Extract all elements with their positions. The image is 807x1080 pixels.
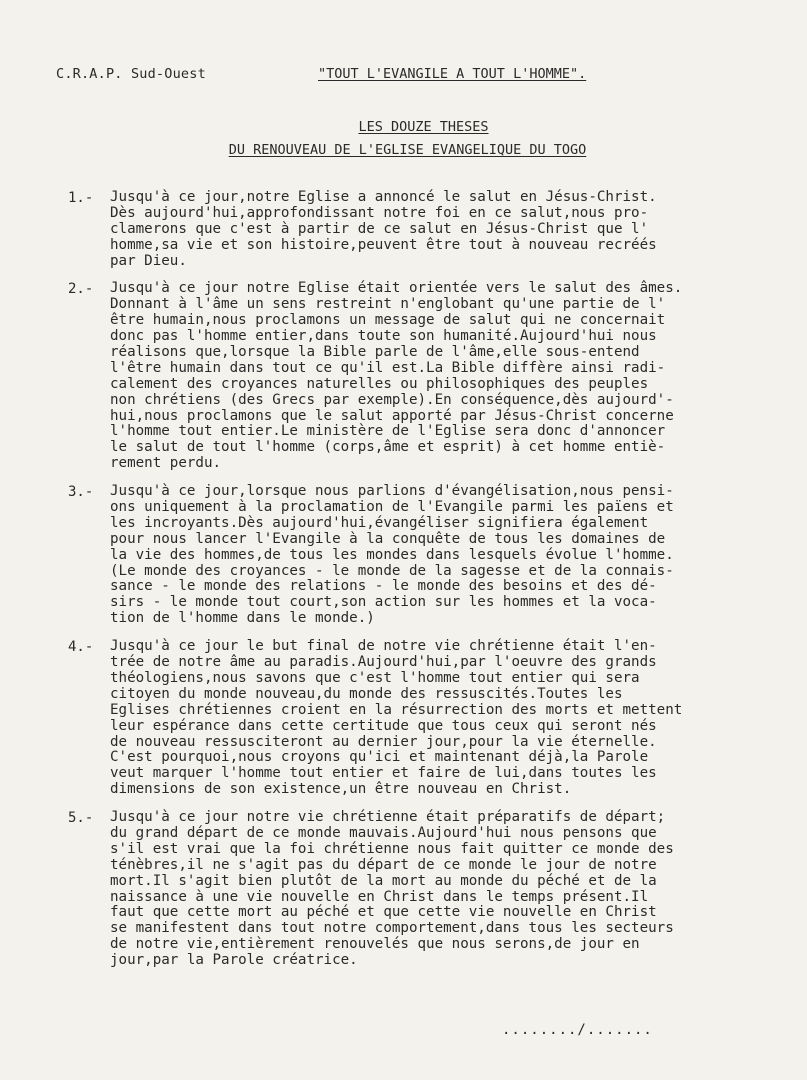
thesis-item	[68, 281, 788, 472]
thesis-text-line: sance - le monde des relations - le monde des besoins et des dé-	[110, 578, 657, 595]
document-subtitle: DU RENOUVEAU DE L'EGLISE EVANGELIQUE DU TOGO	[228, 142, 587, 158]
thesis-number: 1.-	[68, 190, 94, 206]
thesis-text-line: non chrétiens (des Grecs par exemple).En conséquence,dès aujourd'-	[110, 391, 674, 408]
thesis-text-line: donc pas l'homme entier,dans toute son humanité.Aujourd'hui nous	[110, 328, 657, 345]
thesis-text-line: hui,nous proclamons que le salut apporté par Jésus-Christ concerne	[110, 407, 674, 424]
thesis-item	[68, 639, 788, 798]
thesis-text-line: les incroyants.Dès aujourd'hui,évangéliser signifiera également	[110, 514, 649, 531]
thesis-text-line: Dès aujourd'hui,approfondissant notre foi en ce salut,nous pro-	[110, 204, 649, 221]
thesis-text-line: dimensions de son existence,un être nouveau en Christ.	[110, 781, 572, 798]
thesis-text-line: mort.Il s'agit bien plutôt de la mort au monde du péché et de la	[110, 872, 657, 889]
thesis-text-line: citoyen du monde nouveau,du monde des ressuscités.Toutes les	[110, 685, 623, 702]
thesis-number: 5.-	[68, 810, 94, 827]
thesis-text-line: la vie des hommes,de tous les mondes dans lesquels évolue l'homme.	[110, 546, 674, 563]
thesis-text-line: l'être humain dans tout ce qu'il est.La Bible diffère ainsi radi-	[110, 359, 666, 376]
thesis-text-line: Jusqu'à ce jour,lorsque nous parlions d'évangélisation,nous pensi-	[110, 483, 674, 500]
thesis-text-line: l'homme tout entier.Le ministère de l'Eglise sera donc d'annoncer	[110, 423, 666, 440]
thesis-text-line: Eglises chrétiennes croient en la résurrection des morts et mettent	[110, 701, 683, 718]
thesis-text-line: clamerons que c'est à partir de ce salut en Jésus-Christ que l'	[110, 220, 649, 237]
thesis-text-line: pour nous lancer l'Evangile à la conquête de tous les domaines de	[110, 530, 666, 547]
thesis-text-line: se manifestent dans tout notre comportement,dans tous les secteurs	[110, 920, 674, 937]
thesis-text-line: réalisons que,lorsque la Bible parle de l'âme,elle sous-entend	[110, 344, 640, 361]
thesis-number: 4.-	[68, 639, 94, 656]
thesis-text-line: Jusqu'à ce jour notre vie chrétienne était préparatifs de départ;	[110, 809, 666, 826]
thesis-text-line: du grand départ de ce monde mauvais.Aujourd'hui nous pensons que	[110, 824, 657, 841]
thesis-text-line: Jusqu'à ce jour le but final de notre vie chrétienne était l'en-	[110, 638, 657, 655]
thesis-text-line: C'est pourquoi,nous croyons qu'ici et maintenant déjà,la Parole	[110, 749, 649, 766]
thesis-text-line: de notre vie,entièrement renouvelés que nous serons,de jour en	[110, 936, 640, 953]
thesis-text-line: leur espérance dans cette certitude que tous ceux qui seront nés	[110, 717, 657, 734]
thesis-text-line: de nouveau ressusciteront au dernier jour,pour la vie éternelle.	[110, 733, 657, 750]
thesis-text-line: Donnant à l'âme un sens restreint n'englobant qu'une partie de l'	[110, 296, 666, 313]
slogan-header: "TOUT L'EVANGILE A TOUT L'HOMME".	[318, 66, 587, 82]
thesis-text-line: s'il est vrai que la foi chrétienne nous fait quitter ce monde des	[110, 840, 674, 857]
thesis-text-line: le salut de tout l'homme (corps,âme et esprit) à cet homme entiè-	[110, 439, 666, 456]
thesis-number: 2.-	[68, 281, 94, 298]
thesis-text-line: ténèbres,il ne s'agit pas du départ de ce monde le jour de notre	[110, 856, 657, 873]
thesis-item	[68, 484, 788, 627]
thesis-text-line: tion de l'homme dans le monde.)	[110, 610, 375, 627]
thesis-text-line: être humain,nous proclamons un message de salut qui ne concernait	[110, 312, 666, 329]
thesis-text-line: faut que cette mort au péché et que cette vie nouvelle en Christ	[110, 904, 657, 921]
thesis-item	[68, 190, 788, 269]
thesis-text-line: Jusqu'à ce jour notre Eglise était orientée vers le salut des âmes.	[110, 280, 683, 297]
theses-list	[68, 190, 788, 981]
thesis-text-line: homme,sa vie et son histoire,peuvent être tout à nouveau recréés	[110, 236, 657, 253]
thesis-text-line: par Dieu.	[110, 252, 187, 269]
thesis-text-line: (Le monde des croyances - le monde de la sagesse et de la connais-	[110, 562, 674, 579]
thesis-text-line: calement des croyances naturelles ou philosophiques des peuples	[110, 375, 649, 392]
page-continuation: ......../.......	[502, 1022, 653, 1038]
organization-header: C.R.A.P. Sud-Ouest	[56, 66, 206, 82]
thesis-text-line: trée de notre âme au paradis.Aujourd'hui,par l'oeuvre des grands	[110, 654, 657, 671]
thesis-text-line: rement perdu.	[110, 455, 222, 472]
thesis-number: 3.-	[68, 484, 94, 501]
thesis-text-line: ons uniquement à la proclamation de l'Evangile parmi les païens et	[110, 499, 674, 516]
thesis-text-line: naissance à une vie nouvelle en Christ dans le temps présent.Il	[110, 888, 649, 905]
thesis-text-line: Jusqu'à ce jour,notre Eglise a annoncé le salut en Jésus-Christ.	[110, 189, 657, 205]
thesis-item	[68, 810, 788, 969]
thesis-text-line: jour,par la Parole créatrice.	[110, 952, 358, 969]
thesis-text-line: veut marquer l'homme tout entier et faire de lui,dans toutes les	[110, 765, 657, 782]
thesis-text-line: sirs - le monde tout court,son action sur les hommes et la voca-	[110, 594, 657, 611]
thesis-text-line: théologiens,nous savons que c'est l'homme tout entier qui sera	[110, 669, 640, 686]
document-title: LES DOUZE THESES	[358, 119, 489, 135]
